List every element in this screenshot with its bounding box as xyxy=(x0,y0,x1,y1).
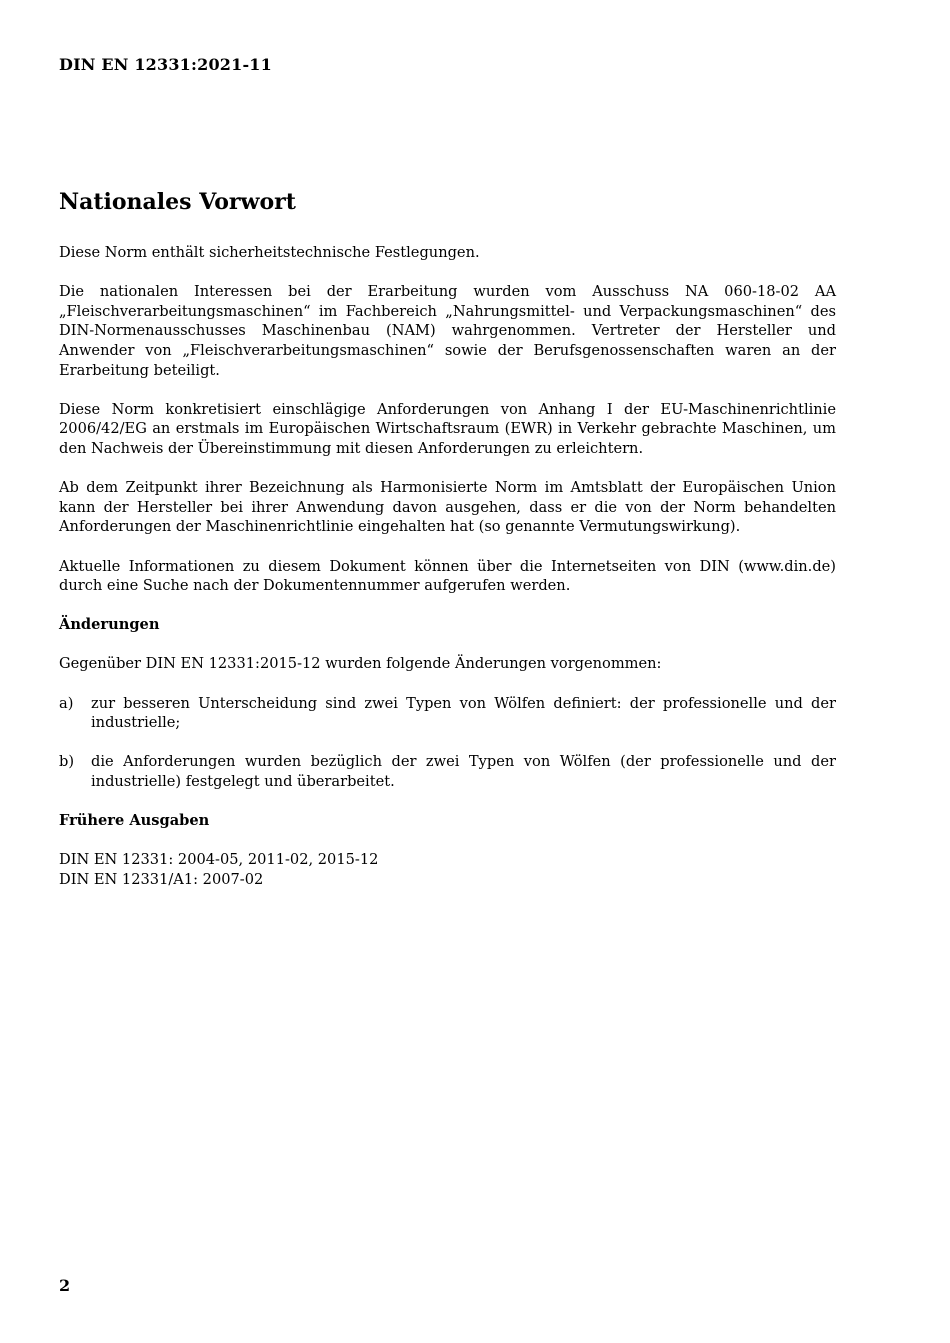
paragraph-intro: Diese Norm enthält sicherheitstechnische Festlegungen. xyxy=(59,244,480,261)
paragraph-directive: Diese Norm konkretisiert einschlägige Anforderungen von Anhang I der EU-Maschinenrichtlinie 2006/42/EG an erstmals im Europäischen Wirtschaftsraum (EWR) in Verkehr gebrachte Maschinen, um den Nachweis der Übereinstimmung mit diesen Anforderungen zu erleichtern. xyxy=(59,400,836,457)
list-item xyxy=(59,752,836,791)
document-identifier: DIN EN 12331:2021-11 xyxy=(59,55,272,74)
list-item-text: die Anforderungen wurden bezüglich der zwei Typen von Wölfen (der professionelle und der industrielle) festgelegt und überarbeitet. xyxy=(91,753,836,791)
paragraph-committee: Die nationalen Interessen bei der Erarbeitung wurden vom Ausschuss NA 060-18-02 AA „Fleischverarbeitungsmaschinen“ im Fachbereich „Nahrungsmittel- und Verpackungsmaschinen“ des DIN-Normenausschusses Maschinenbau (NAM) wahrgenommen. Vertreter der Hersteller und Anwender von „Fleischverarbeitungsmaschinen“ sowie der Berufsgenossenschaften waren an der Erarbeitung beteiligt. xyxy=(59,283,836,379)
list-marker: a) xyxy=(59,694,74,712)
section-title: Nationales Vorwort xyxy=(59,189,296,215)
edition-line: DIN EN 12331/A1: 2007-02 xyxy=(59,871,264,888)
changes-heading: Änderungen xyxy=(59,616,160,634)
edition-line: DIN EN 12331: 2004-05, 2011-02, 2015-12 xyxy=(59,851,379,869)
list-marker: b) xyxy=(59,753,75,771)
previous-editions-list xyxy=(59,850,836,889)
paragraph-harmonised: Ab dem Zeitpunkt ihrer Bezeichnung als Harmonisierte Norm im Amtsblatt der Europäischen Union kann der Hersteller bei ihrer Anwendung davon ausgehen, dass er die von der Norm behandelten Anforderungen der Maschinenrichtlinie eingehalten hat (so genannte Vermutungswirkung). xyxy=(59,479,836,536)
list-item xyxy=(59,694,836,733)
page-content xyxy=(59,187,836,890)
previous-editions-heading: Frühere Ausgaben xyxy=(59,812,210,830)
changes-intro: Gegenüber DIN EN 12331:2015-12 wurden folgende Änderungen vorgenommen: xyxy=(59,655,662,673)
paragraph-info: Aktuelle Informationen zu diesem Dokument können über die Internetseiten von DIN (www.din.de) durch eine Suche nach der Dokumentennummer aufgerufen werden. xyxy=(59,557,836,595)
page-number: 2 xyxy=(59,1276,71,1295)
list-item-text: zur besseren Unterscheidung sind zwei Typen von Wölfen definiert: der professionelle und der industrielle; xyxy=(91,694,836,732)
